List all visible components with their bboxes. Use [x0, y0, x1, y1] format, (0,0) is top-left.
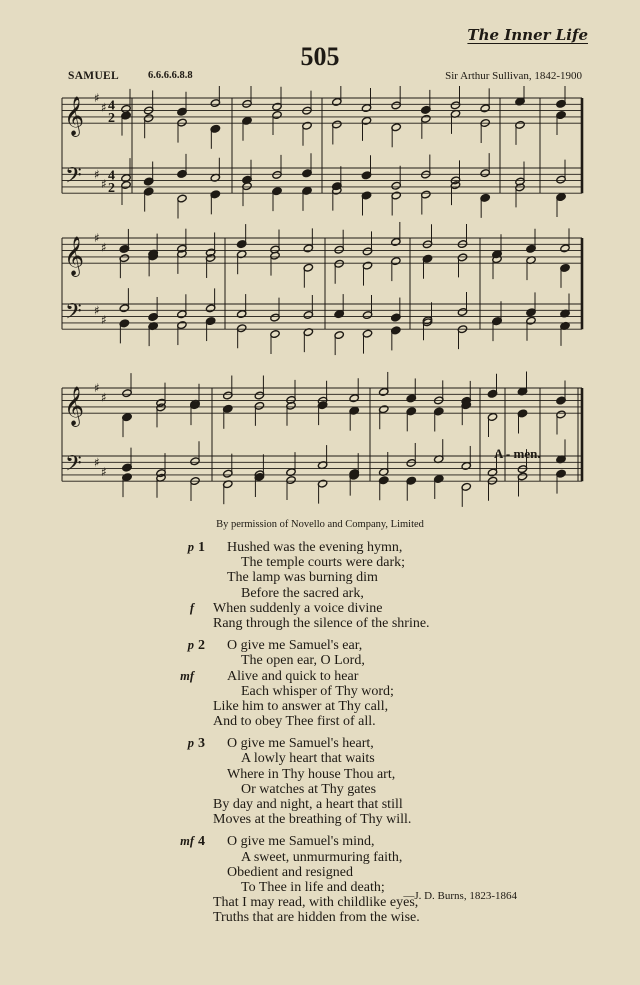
verse-line-text: Moves at the breathing of Thy will.	[213, 812, 412, 828]
verse-line-text: A lowly heart that waits	[241, 751, 375, 767]
tune-name: SAMUEL	[68, 70, 120, 82]
verse-number: 1	[198, 540, 205, 555]
line-dynamic: mf	[180, 668, 194, 683]
time-signature-num: 4	[108, 98, 115, 114]
sharp-sign: ♯	[94, 231, 100, 245]
verse-line	[0, 910, 640, 925]
verse-line-text: Obedient and resigned	[227, 864, 353, 880]
verse-line	[0, 736, 640, 751]
author-attribution: —J. D. Burns, 1823-1864	[403, 890, 517, 902]
sharp-sign: ♯	[101, 100, 107, 115]
verse-line-text: A sweet, unmurmuring faith,	[241, 849, 403, 865]
verse-line	[0, 570, 640, 585]
hymn-number: 505	[300, 42, 340, 71]
meter: 6.6.6.6.8.8	[148, 70, 193, 81]
treble-clef: 𝄞	[64, 386, 85, 427]
verse	[0, 638, 640, 729]
composer-credit: Sir Arthur Sullivan, 1842-1900	[445, 70, 582, 82]
verse-line	[0, 540, 640, 555]
verse-line-text: Truths that are hidden from the wise.	[213, 910, 420, 926]
verse-line	[0, 616, 640, 631]
time-signature-den: 2	[108, 181, 115, 197]
line-dynamic: f	[189, 600, 194, 615]
verse-line-text: When suddenly a voice divine	[213, 600, 383, 616]
verse-line	[0, 601, 640, 616]
verse-dynamic: p	[187, 736, 194, 751]
permission-note: By permission of Novello and Company, Limited	[216, 519, 424, 530]
sharp-sign: ♯	[94, 91, 100, 105]
sharp-sign: ♯	[94, 303, 100, 318]
verse-line	[0, 895, 640, 910]
verse-number: 2	[198, 638, 205, 654]
verse-line	[0, 714, 640, 729]
sharp-sign: ♯	[94, 455, 100, 470]
verse-line-text: Or watches at Thy gates	[241, 781, 377, 797]
verse-line	[0, 797, 640, 812]
treble-clef: 𝄞	[64, 236, 85, 277]
verse-line-text: O give me Samuel's heart,	[227, 736, 374, 752]
verse-number: 4	[198, 834, 205, 850]
sharp-sign: ♯	[94, 167, 100, 182]
verse-line-text: And to obey Thee first of all.	[213, 714, 376, 730]
verse-line-text: The lamp was burning dim	[227, 570, 378, 586]
verse	[0, 736, 640, 827]
verse-line-text: That I may read, with childlike eyes,	[213, 895, 419, 911]
verse-number: 3	[198, 736, 205, 752]
sharp-sign: ♯	[101, 176, 107, 191]
sharp-sign: ♯	[101, 240, 107, 255]
sharp-sign: ♯	[101, 464, 107, 479]
verse-line	[0, 834, 640, 849]
verse-line	[0, 638, 640, 653]
verse-line-text: Like him to answer at Thy call,	[213, 698, 389, 714]
verse-line	[0, 586, 640, 601]
verse-dynamic: mf	[180, 834, 194, 849]
time-signature-den: 2	[108, 111, 115, 127]
amen-label: A - men.	[494, 446, 541, 461]
hymn-verses	[0, 540, 640, 933]
verse-line-text: O give me Samuel's mind,	[227, 834, 375, 850]
sharp-sign: ♯	[94, 381, 100, 395]
verse-line	[0, 767, 640, 782]
verse-line-text: Each whisper of Thy word;	[241, 683, 394, 699]
sharp-sign: ♯	[101, 312, 107, 327]
verse-line	[0, 782, 640, 797]
verse-line-text: Where in Thy house Thou art,	[227, 766, 396, 782]
bass-clef: 𝄢	[65, 299, 82, 330]
verse	[0, 540, 640, 631]
verse-line-text: To Thee in life and death;	[241, 879, 385, 895]
verse-line-text: By day and night, a heart that still	[213, 797, 403, 812]
verse-line	[0, 555, 640, 570]
verse-line	[0, 850, 640, 865]
verse-line-text: The temple courts were dark;	[241, 555, 406, 571]
treble-clef: 𝄞	[64, 96, 85, 137]
verse-line-text: The open ear, O Lord,	[241, 653, 365, 669]
verse-line-text: Before the sacred ark,	[241, 585, 364, 601]
verse-line-text: Hushed was the evening hymn,	[227, 540, 403, 555]
sharp-sign: ♯	[101, 390, 107, 405]
verse-line	[0, 880, 640, 895]
verse-line	[0, 751, 640, 766]
section-title: The Inner Life	[467, 26, 588, 44]
verse-line	[0, 684, 640, 699]
verse-line-text: O give me Samuel's ear,	[227, 638, 363, 654]
verse	[0, 834, 640, 925]
verse-line-text: Alive and quick to hear	[227, 668, 359, 684]
time-signature-num: 4	[108, 168, 115, 184]
verse-line-text: Rang through the silence of the shrine.	[213, 615, 430, 631]
verse-dynamic: p	[187, 540, 194, 554]
verse-line	[0, 653, 640, 668]
verse-dynamic: p	[187, 638, 194, 653]
verse-line	[0, 812, 640, 827]
bass-clef: 𝄢	[65, 451, 82, 482]
verse-line	[0, 865, 640, 880]
verse-line	[0, 669, 640, 684]
bass-clef: 𝄢	[65, 163, 82, 194]
verse-line	[0, 699, 640, 714]
